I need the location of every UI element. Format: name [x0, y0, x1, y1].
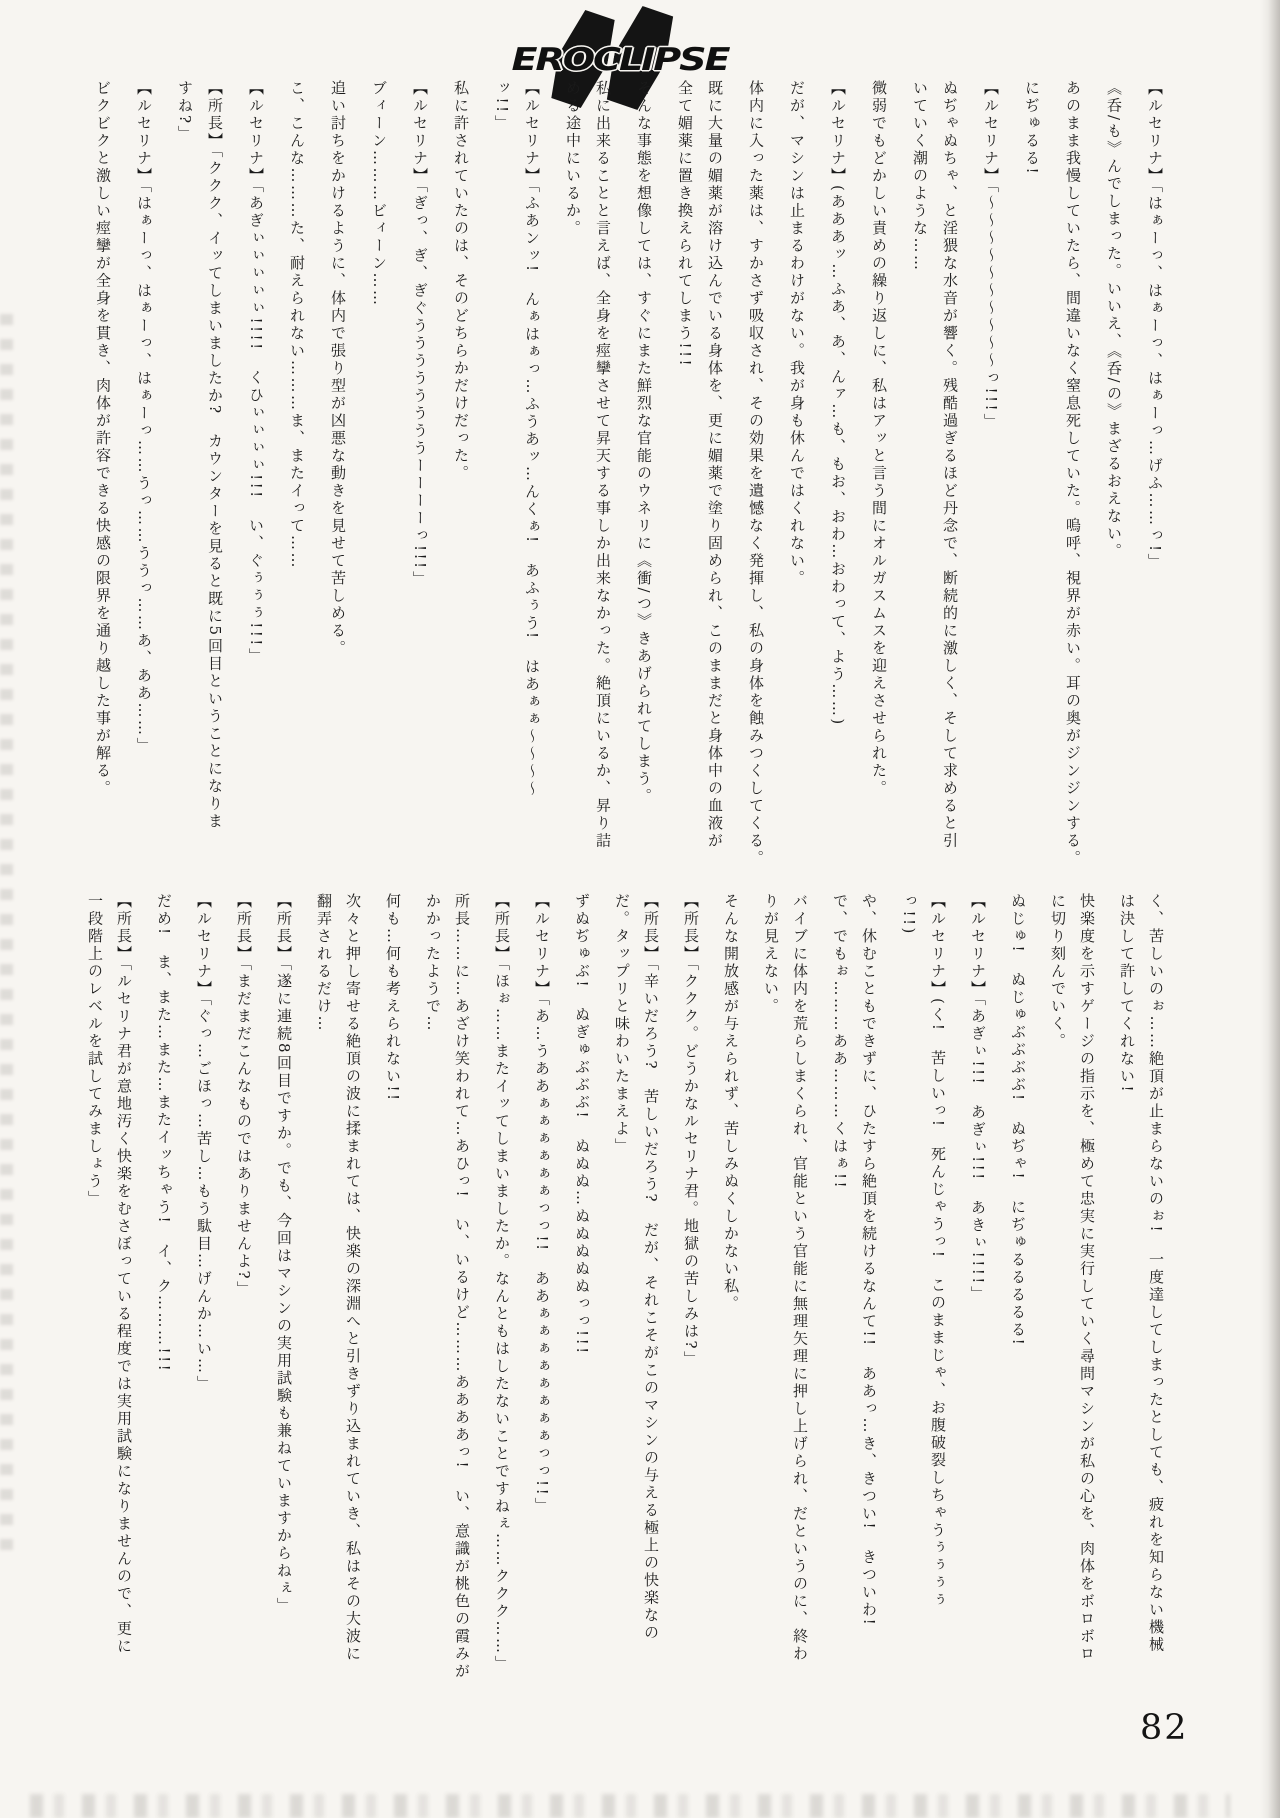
paragraph	[741, 80, 771, 880]
paragraph	[446, 80, 476, 880]
text-column: 【ルセリナ】「あぎぃぃぃぃぃ!!!! くひぃぃぃぃ!!! い、ぐぅぅぅ!!!」	[247, 80, 265, 666]
text-column: にぢゅるる!	[1023, 80, 1041, 177]
paragraph	[189, 893, 218, 1713]
text-column: ぬぢゃぬちゃ、と淫猥な水音が響く。残酷過ぎるほど丹念で、断続的に激しく、そして求めると引	[941, 80, 959, 850]
text-column: 既に大量の媚薬が溶け込んでいる身体を、更に媚薬で塗り固められ、このままだと身体中の血液が	[706, 80, 724, 850]
text-column: 【ルセリナ】(あああッ…ふあ、あ、んァ…も、もお、おわ…おわって、よう……)	[829, 80, 847, 727]
paragraph	[607, 893, 665, 1713]
text-column: 【ルセリナ】「〜〜〜〜〜〜〜〜〜〜っ!!!」	[982, 80, 1000, 431]
paragraph	[1112, 893, 1170, 1713]
text-column: 【所長】「まだまだこんなものではありませんよ?」	[235, 893, 253, 1299]
text-column: める途中にいるか。	[564, 80, 582, 238]
text-column: 私に出来ることと言えば、全身を痙攣させて昇天する事しか出来なかった。絶頂にいるか、昇り詰	[594, 80, 612, 850]
text-column: ブィーン………ビィーン……	[370, 80, 388, 308]
paragraph	[558, 80, 618, 880]
logo-wordmark: EROCLIPSE	[511, 41, 729, 78]
top-text-block	[88, 80, 1170, 880]
text-column: 《呑/も》んでしまった。いいえ、《呑/の》まざるおえない。	[1105, 80, 1123, 561]
text-column: りが見えない。	[762, 893, 780, 1016]
paragraph	[323, 80, 353, 880]
paragraph	[1003, 893, 1032, 1713]
text-column: だが、マシンは止まるわけがない。我が身も休んではくれない。	[788, 80, 806, 588]
text-column: に切り刻んでいく。	[1049, 893, 1067, 1051]
text-column: 【ルセリナ】「はぁーっ、はぁーっ、はぁーっ…げふ……っ!」	[1146, 80, 1164, 572]
paragraph	[418, 893, 476, 1713]
paragraph	[823, 80, 853, 880]
text-column: 【ルセリナ】(く! 苦しいっ! 死んじゃうっ! このままじゃ、お腹破裂しちゃうぅぅぅぅ	[929, 893, 947, 1610]
text-column: 翻弄されるだけ…	[315, 893, 333, 1033]
paragraph	[676, 893, 705, 1713]
text-column: そんな開放感が与えられず、苦しみぬくしかない私。	[722, 893, 740, 1313]
paragraph	[782, 80, 812, 880]
paragraph	[378, 893, 407, 1713]
text-column: 【所長】「ククク。どうかなルセリナ君。地獄の苦しみは?」	[682, 893, 700, 1369]
paragraph	[88, 80, 118, 880]
text-column: 何も…何も考えられない!!	[384, 893, 402, 1103]
paragraph	[241, 80, 271, 880]
text-column: 追い討ちをかけるように、体内で張り型が凶悪な動きを見せて苦しめる。	[329, 80, 347, 658]
paragraph	[80, 893, 138, 1713]
text-column: 所長……に…あざけ笑われて…あひっ! い、いるけど………ああああっ! い、意識が桃色の霞みが	[453, 893, 471, 1681]
paragraph	[229, 893, 258, 1713]
paragraph	[1017, 80, 1047, 880]
text-column: や、休むこともできずに、ひたすら絶頂を続けるなんて!! ああっ…き、きつい! きついわ!	[860, 893, 878, 1628]
text-column: ぬじゅ! ぬじゅぶぶぶぶ! ぬぢゃ! にぢゅるるるるる!	[1009, 893, 1027, 1348]
text-column: 【所長】「辛いだろう? 苦しいだろう? だが、それこそがこのマシンの与える極上の快楽なの	[642, 893, 660, 1642]
text-column: いていく潮のような……	[911, 80, 929, 273]
text-column: 【ルセリナ】「あぎぃ!!! あぎぃ!!! あきぃ!!!!」	[969, 893, 987, 1304]
paragraph	[976, 80, 1006, 880]
text-column: ビクビクと激しい痙攣が全身を貫き、肉体が許容できる快感の限界を通り越した事が解る。	[94, 80, 112, 798]
text-column: 【所長】「遂に連続8回目ですか。でも、今回はマシンの実用試験も兼ねていますからねぇ」	[275, 893, 293, 1616]
text-column: 【ルセリナ】「あ…うああぁぁぁぁぁぁっっ!! ああぁぁぁぁぁぁぁぁっっ!!」	[533, 893, 551, 1515]
paragraph	[269, 893, 298, 1713]
scan-right-edge-shadow	[1260, 0, 1280, 1818]
paragraph	[1099, 80, 1129, 880]
paragraph	[170, 80, 230, 880]
text-column: 【ルセリナ】「はぁーっ、はぁーっ、はぁーっ……うっ……ううっ……あ、ああ……」	[135, 80, 153, 755]
paragraph	[825, 893, 883, 1713]
text-column: 【ルセリナ】「ぐっ…ごほっ…苦し…もう駄目…げんか…い…」	[195, 893, 213, 1393]
paragraph	[670, 80, 730, 880]
text-column: く、苦しいのぉ……絶頂が止まらないのぉ! 一度達してしまったとしても、疲れを知らない機械	[1147, 893, 1165, 1655]
text-column: だ。タップリと味わいたまえよ」	[613, 893, 631, 1156]
paragraph	[716, 893, 745, 1713]
text-column: 【所長】「ルセリナ君が意地汚く快楽をむさぼっている程度では実用試験になりませんので、更に	[115, 893, 133, 1656]
paragraph	[129, 80, 159, 880]
text-column: かかったようで…	[424, 893, 442, 1033]
page-number: 82	[1140, 1708, 1189, 1748]
text-column: だめ! ま、また…また…またイッちゃう! イ、ク………!!!	[155, 893, 173, 1374]
paragraph	[567, 893, 596, 1713]
text-column: すね?」	[176, 80, 194, 144]
text-column: そんな事態を想像しては、すぐにまた鮮烈な官能のウネリに《衝/つ》きあげられてしまう。	[635, 80, 653, 806]
paragraph	[309, 893, 367, 1713]
text-column: 【ルセリナ】「ふあンッ! んぁはぁっ…ふうあッ…んくぁ! あふぅう! はあぁぁ〜〜〜〜	[523, 80, 541, 799]
text-column: 私に許されていたのは、そのどちらかだけだった。	[452, 80, 470, 483]
paragraph	[282, 80, 312, 880]
bottom-text-block	[80, 893, 1170, 1713]
text-column: あのまま我慢していたら、間違いなく窒息死していた。嗚呼、視界が赤い。耳の奥がジンジンする。	[1064, 80, 1082, 868]
text-column: 体内に入った薬は、すかさず吸収され、その効果を遺憾なく発揮し、私の身体を蝕みつくしてくる。	[747, 80, 765, 868]
text-column: バイブに体内を荒らしまくられ、官能という官能に無理矢理に押し上げられ、だというのに、終わ	[791, 893, 809, 1663]
paragraph	[364, 80, 394, 880]
paragraph	[905, 80, 965, 880]
text-column: ずぬぢゅぶ! ぬぎゅぶぶぶ! ぬぬぬ…ぬぬぬぬぬっっ!!!	[573, 893, 591, 1356]
text-column: は決して許してくれない!	[1118, 893, 1136, 1095]
paragraph	[629, 80, 659, 880]
paragraph	[527, 893, 556, 1713]
text-column: 快楽度を示すゲージの指示を、極めて忠実に実行していく尋問マシンが私の心を、肉体をボロボロ	[1078, 893, 1096, 1663]
text-column: 微弱でもどかしい責めの繰り返しに、私はアッと言う間にオルガスムスを迎えさせられた。	[870, 80, 888, 798]
page-bleedthrough-left	[0, 300, 13, 1550]
text-column: 【所長】「ほぉ……またイッてしまいましたか。なんともはしたないことですねぇ……ククク……」	[493, 893, 511, 1673]
paragraph	[1058, 80, 1088, 880]
text-column: っ!!)	[900, 893, 918, 936]
text-column: こ、こんな………た、耐えられない………ま、またイって……	[288, 80, 306, 570]
text-column: 次々と押し寄せる絶頂の波に揉まれては、快楽の深淵へと引きずり込まれていき、私はその大波に	[344, 893, 362, 1663]
paragraph	[894, 893, 952, 1713]
text-column: で、でもぉ………ああ………くはぁ!!	[831, 893, 849, 1191]
text-column: 一段階上のレベルを試してみましょう」	[86, 893, 104, 1208]
paragraph	[864, 80, 894, 880]
text-column: ッ!!」	[493, 80, 511, 133]
paragraph	[1140, 80, 1170, 880]
paragraph	[149, 893, 178, 1713]
page-bleedthrough-bottom	[30, 1794, 1230, 1818]
text-column: 【所長】「ククク、イッてしまいましたか? カウンターを見ると既に5回目ということになりま	[206, 80, 224, 831]
paragraph	[405, 80, 435, 880]
paragraph	[487, 80, 547, 880]
paragraph	[963, 893, 992, 1713]
text-column: 全て媚薬に置き換えられてしまう!!!	[676, 80, 694, 369]
paragraph	[1043, 893, 1101, 1713]
paragraph	[487, 893, 516, 1713]
paragraph	[756, 893, 814, 1713]
text-column: 【ルセリナ】「ぎっ、ぎ、ぎぐううううううううーーーーっ!!!」	[411, 80, 429, 589]
